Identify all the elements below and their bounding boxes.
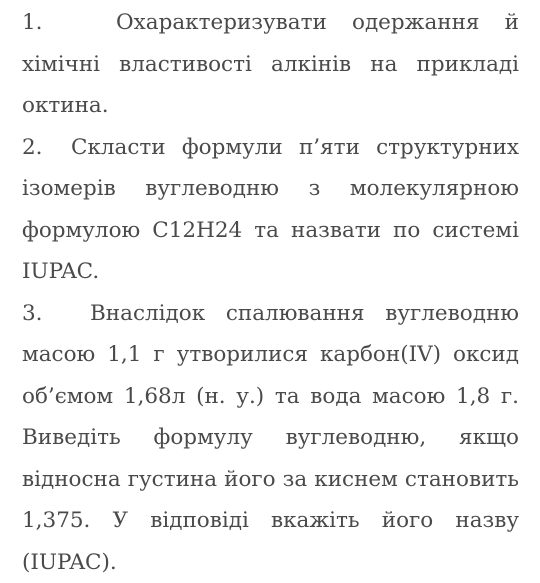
task-text-1: Охарактеризувати одержання й хімічні властивості алкінів на прикладі октина. — [22, 10, 519, 118]
task-number-2: 2. — [22, 127, 71, 169]
task-item-1 — [22, 2, 519, 127]
task-item-2 — [22, 127, 519, 293]
task-text-2: Скласти формули п’яти структурних ізомерів вуглеводню з молекулярною формулою C12H24 та назвати по системі IUPAC. — [22, 135, 519, 285]
task-text-3: Внаслідок спалювання вуглеводню масою 1,1 г утворилися карбон(IV) оксид об’ємом 1,68л (н. у.) та вода масою 1,8 г. Виведіть формулу вуглеводню, якщо відносна густина його за киснем становить 1,375. У відповіді вкажіть його назву (IUPAC). — [22, 301, 519, 575]
task-number-3: 3. — [22, 293, 90, 335]
task-item-3 — [22, 293, 519, 583]
task-number-1: 1. — [22, 2, 116, 44]
